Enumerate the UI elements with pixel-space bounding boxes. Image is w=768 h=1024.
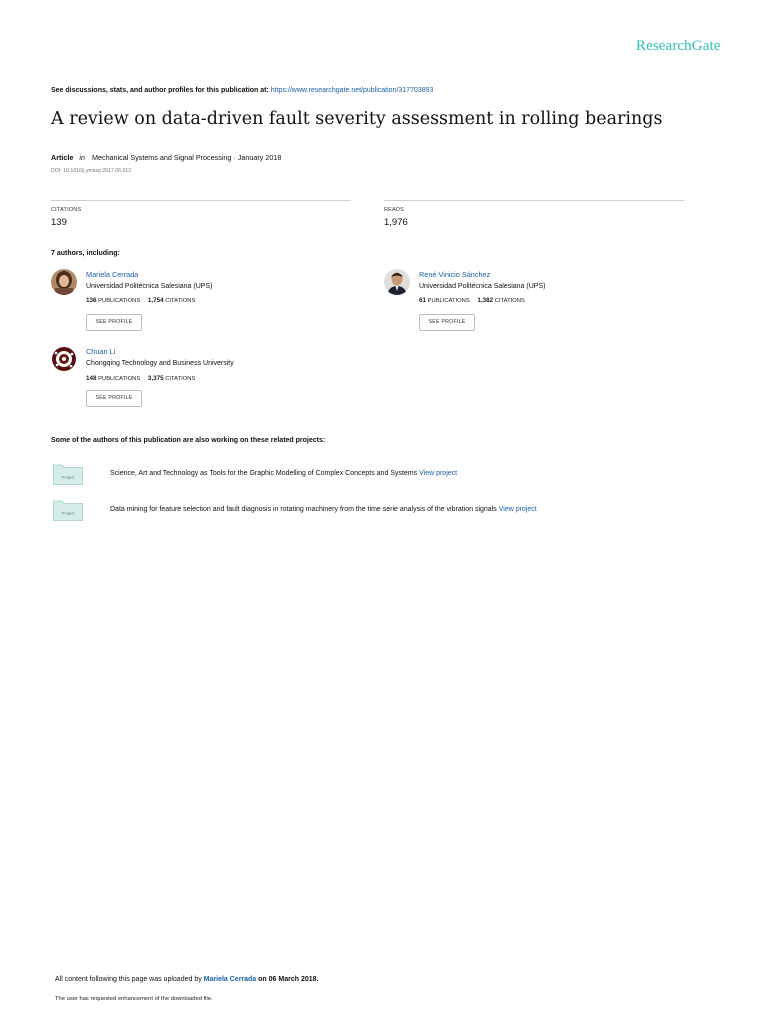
author-citations-label: CITATIONS — [165, 298, 196, 304]
reads-value: 1,976 — [384, 217, 408, 228]
discussion-text: See discussions, stats, and author profiles for this publication at: — [51, 87, 269, 94]
author-affiliation: Chongqing Technology and Business University — [86, 360, 234, 367]
upload-date: on 06 March 2018. — [258, 976, 319, 983]
author-publications-count: 136 — [86, 297, 97, 304]
reads-divider — [384, 200, 684, 201]
author-stats — [86, 375, 195, 382]
enhancement-note: The user has requested enhancement of the downloaded file. — [55, 996, 213, 1002]
author-name-link[interactable]: Chuan Li — [86, 347, 116, 356]
upload-note — [55, 976, 318, 983]
publication-url-link[interactable]: https://www.researchgate.net/publication/317703893 — [270, 87, 434, 94]
projects-heading: Some of the authors of this publication are also working on these related projects: — [51, 437, 326, 444]
see-profile-button[interactable]: SEE PROFILE — [86, 314, 142, 331]
author-stats — [86, 297, 195, 304]
article-meta — [51, 153, 281, 162]
citations-value: 139 — [51, 217, 67, 228]
avatar[interactable] — [51, 269, 77, 295]
author-citations-count: 1,754 — [147, 297, 164, 304]
discussion-line — [51, 87, 433, 94]
project-folder-icon — [53, 463, 83, 485]
project-title: Data mining for feature selection and fault diagnosis in rotating machinery from the time serie analysis of the vibration signals — [110, 506, 497, 513]
project-icon-label: Project — [61, 474, 75, 480]
author-publications-label: PUBLICATIONS — [427, 298, 470, 304]
citations-label: CITATIONS — [51, 207, 82, 213]
author-publications-count: 148 — [86, 375, 97, 382]
view-project-link[interactable]: View project — [419, 470, 458, 477]
uploader-link[interactable]: Mariela Cerrada — [203, 976, 257, 983]
authors-heading: 7 authors, including: — [51, 250, 120, 257]
author-publications-label: PUBLICATIONS — [98, 376, 141, 382]
author-stats — [419, 297, 525, 304]
project-folder-icon — [53, 499, 83, 521]
citations-divider — [51, 200, 351, 201]
author-citations-label: CITATIONS — [494, 298, 525, 304]
reads-label: READS — [384, 207, 404, 213]
researchgate-logo[interactable]: ResearchGate — [636, 38, 721, 54]
author-name-link[interactable]: René Vinicio Sánchez — [419, 270, 491, 279]
author-citations-count: 1,382 — [477, 297, 494, 304]
article-in: in — [79, 153, 85, 162]
view-project-link[interactable]: View project — [498, 506, 537, 513]
author-affiliation: Universidad Politécnica Salesiana (UPS) — [419, 283, 546, 290]
author-publications-label: PUBLICATIONS — [98, 298, 141, 304]
upload-prefix: All content following this page was uploaded by — [55, 976, 202, 983]
author-citations-count: 3,375 — [147, 375, 164, 382]
project-icon-label: Project — [61, 510, 75, 516]
project-title: Science, Art and Technology as Tools for the Graphic Modelling of Complex Concepts and Systems — [110, 470, 418, 477]
project-item — [110, 470, 457, 477]
author-name-link[interactable]: Mariela Cerrada — [86, 270, 139, 279]
page-title: A review on data-driven fault severity assessment in rolling bearings — [51, 109, 663, 129]
project-item — [110, 506, 537, 513]
avatar[interactable] — [384, 269, 410, 295]
doi: DOI: 10.1016/j.ymssp.2017.06.012 — [51, 168, 132, 174]
avatar[interactable] — [51, 346, 77, 372]
author-affiliation: Universidad Politécnica Salesiana (UPS) — [86, 283, 213, 290]
journal-name: Mechanical Systems and Signal Processing · January 2018 — [91, 153, 282, 162]
article-kind: Article — [51, 153, 74, 162]
see-profile-button[interactable]: SEE PROFILE — [86, 390, 142, 407]
author-citations-label: CITATIONS — [165, 376, 196, 382]
see-profile-button[interactable]: SEE PROFILE — [419, 314, 475, 331]
author-publications-count: 61 — [419, 297, 427, 304]
